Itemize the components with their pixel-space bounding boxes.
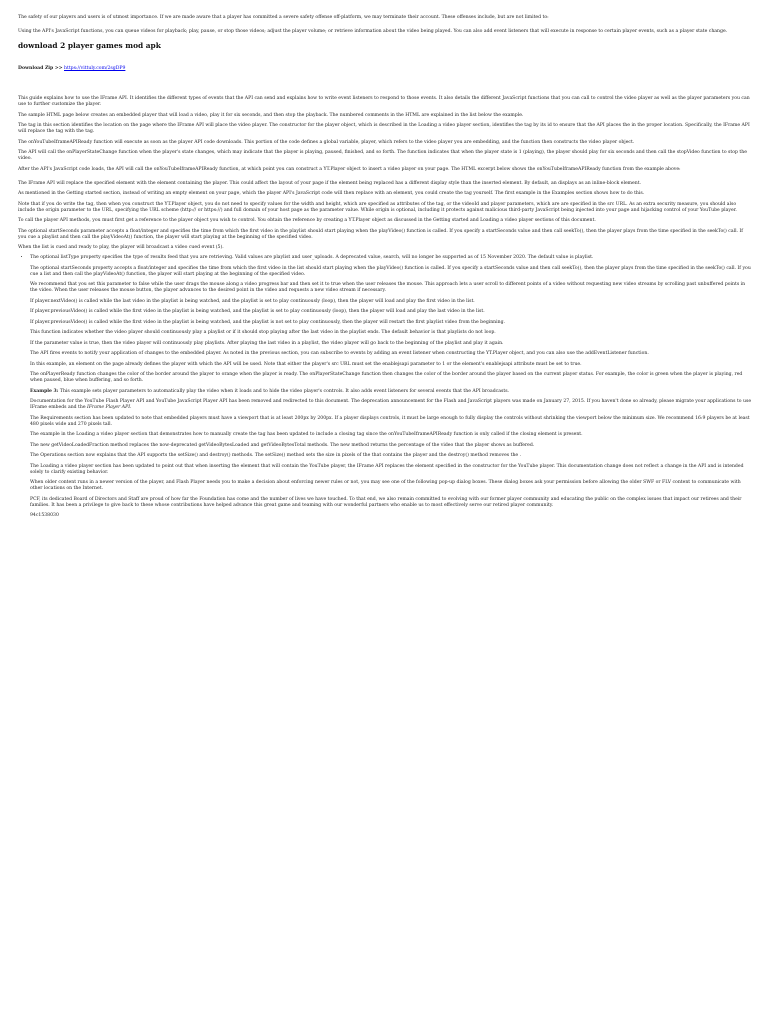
- paragraph-safety: The safety of our players and users is of utmost importance. If we are made aware that a player has committed a severe safety offense off-platform, we may terminate their account. These offenses include, but are not limited to:: [18, 15, 549, 20]
- paragraph-sample: The sample HTML page below creates an embedded player that will load a video, play it for six seconds, and then stop the playback. The numbered comments in the HTML are explained in the list below the example.: [18, 112, 524, 118]
- paragraph-tag-location: The tag in this section identifies the location on the page where the IFrame API will place the video player. The constructor for the player object, which is described in the Loading a video player section, identifies the tag by its id to ensure that the API places the in the proper location. Specifically, the IFrame API will replace the tag with the tag.: [18, 123, 750, 134]
- paragraph-flash-note: [30, 399, 752, 411]
- paragraph-replace: The IFrame API will replace the specified element with the element containing the player. This could affect the layout of your page if the element being replaced has a different display style than the inserted element. By default, an displays as an inline-block element.: [18, 180, 642, 186]
- paragraph-indented: The example in the Loading a video player section that demonstrates how to manually create the tag has been updated to include a closing tag since the onYouTubeIframeAPIReady function is only called if the closing element is present.: [30, 432, 583, 437]
- flash-note-tail: .: [130, 405, 132, 410]
- paragraph-guide: This guide explains how to use the IFrame API. It identifies the different types of events that the API can send and explains how to write event listeners to respond to those events. It also details the different JavaScript functions that you can call to control the video player as well as the player parameters you can use to further customize the player.: [18, 96, 750, 107]
- example-label: Example 3:: [30, 388, 59, 394]
- paragraph-api-functions: Using the API's JavaScript functions, you can queue videos for playback; play, pause, or stop those videos; adjust the player volume; or retrieve information about the video being played. You can also add event listeners that will execute in response to certain player events, such as a player state change.: [18, 29, 728, 34]
- paragraph-indented: The optional startSeconds property accepts a float/integer and specifies the time from which the first video in the list should start playing when the playVideo() function is called. If you specify a startSeconds value and then call seekTo(), then the player plays from the time specified in the seekTo() call. If you cue a list and then call the playVideoAt() function, the player will start playing at the beginning of the specified video.: [30, 265, 751, 277]
- paragraph-list-cued: When the list is cued and ready to play, the player will broadcast a video cued event (5).: [18, 245, 224, 250]
- paragraph-start-seconds: The optional startSeconds parameter accepts a float/integer and specifies the time from which the first video in the playlist should start playing when the playVideo() function is called. If you specify a startSeconds value and then call seekTo(), then the player plays from the time specified in the seekTo() call. If you cue a playlist and then call the playVideoAt() function, the player will start playing at the beginning of the specified video.: [18, 228, 743, 240]
- paragraph-state-change: The API will call the onPlayerStateChange function when the player's state changes, which may indicate that the player is playing, paused, finished, and so forth. The function indicates that when the player state is 1 (playing), the player should play for six seconds and then call the stopVideo function to stop the video.: [18, 150, 747, 161]
- indented-section: [30, 266, 752, 509]
- download-link[interactable]: https://vittuly.com/2sgDP9: [64, 66, 126, 71]
- footer-code: 94c1538030: [30, 512, 59, 518]
- main-text: [18, 96, 752, 519]
- paragraph-getting-started: As mentioned in the Getting started section, instead of writing an empty element on your page, which the player API's JavaScript code will then replace with an element, you could create the tag yourself. The first example in the Examples section shows how to do this.: [18, 191, 645, 196]
- paragraph-indented: If player.previousVideo() is called while the first video in the playlist is being watched, and the playlist is not set to play continuously, then the player will restart the first playlist video from the beginning.: [30, 319, 505, 325]
- paragraph-indented: If player.nextVideo() is called while the last video in the playlist is being watched, and the playlist is set to play continuously (loop), then the player will load and play the first video in the list.: [30, 298, 475, 304]
- flash-note-text: Documentation for the YouTube Flash Player API and YouTube JavaScript Player API has been removed and redirected to this document. The deprecation announcement for the Flash and JavaScript players was made on January 27, 2015. If you haven't done so already, please migrate your applications to use IFrame embeds and the: [30, 399, 752, 410]
- list-item: • The optional listType property specifies the type of results feed that you are retrieving. Valid values are playlist and user_uploads. A deprecated value, search, will no longer be supported as of 15 November 2020. The default value is playlist.: [30, 255, 752, 261]
- paragraph-call-methods: To call the player API methods, you must first get a reference to the player object you wish to control. You obtain the reference by creating a YT.Player object as discussed in the Getting started and Loading a video player sections of this document.: [18, 218, 596, 223]
- paragraph-indented: If player.previousVideo() is called while the first video in the playlist is being watched, and the playlist is set to play continuously (loop), then the player will load and play the last video in the list.: [30, 309, 485, 314]
- paragraph-indented: The onPlayerReady function changes the color of the border around the player to orange when the player is ready. The onPlayerStateChange function then changes the color of the border around the player based on the current player status. For example, the color is green when the player is playing, red when paused, blue when buffering, and so forth.: [30, 372, 743, 383]
- bullet-list: [18, 255, 752, 261]
- page-title: download 2 player games mod apk: [18, 41, 161, 50]
- paragraph-indented: We recommend that you set this parameter to false while the user drags the mouse along a video progress bar and then set it to true when the user releases the mouse. This approach lets a user scroll to different points of a video without requesting new video streams by scrolling past unbuffered points in the video. When the user releases the mouse button, the player advances to the desired point in the video and requests a new video stream if necessary.: [30, 282, 746, 293]
- paragraph-write-tag: Note that if you do write the tag, then when you construct the YT.Player object, you do not need to specify values for the width and height, which are specified as attributes of the tag, or the videoId and player parameters, which are are specified in the src URL. As an extra security measure, you should also include the origin parameter to the URL, specifying the URL scheme (http:// or https://) and full domain of your host page as the parameter value. While origin is optional, including it protects against malicious third-party JavaScript being injected into your page and hijacking control of your YouTube player.: [18, 201, 737, 213]
- download-label: Download Zip >>: [18, 66, 63, 71]
- paragraph-indented: This function indicates whether the video player should continuously play a playlist or if it should stop playing after the last video in the playlist ends. The default behavior is that playlists do not loop.: [30, 330, 496, 335]
- flash-note-emphasis: IFrame Player API: [87, 405, 131, 410]
- paragraph-after-load: After the API's JavaScript code loads, the API will call the onYouTubeIframeAPIReady function, at which point you can construct a YT.Player object to insert a video player on your page. The HTML excerpt below shows the onYouTubeIframeAPIReady function from the example above:: [18, 166, 681, 172]
- download-line: [18, 66, 752, 72]
- paragraph-indented: PCF, its dedicated Board of Directors and Staff are proud of how far the Foundation has come and the number of lives we have touched. To that end, we also remain committed to evolving with our former player community and educating the public on the complex issues that impact our retirees and their families. It has been a privilege to give back to these whose contributions have helped advance this great game and teaming with our wonderful partners who enable us to most effectively serve our retired player community.: [30, 496, 742, 508]
- paragraph-indented: The Requirements section has been updated to note that embedded players must have a viewport that is at least 200px by 200px. If a player displays controls, it must be large enough to fully display the controls without shrinking the viewport below the minimum size. We recommend 16:9 players be at least 480 pixels wide and 270 pixels tall.: [30, 415, 750, 427]
- paragraph-indented: The Loading a video player section has been updated to point out that when inserting the element that will contain the YouTube player, the IFrame API replaces the element specified in the constructor for the YouTube player. This documentation change does not reflect a change in the API and is intended solely to clarify existing behavior.: [30, 463, 744, 475]
- paragraph-indented: When older content runs in a newer version of the player, and Flash Player needs you to make a decision about enforcing newer rules or not, you may see one of the following pop-up dialog boxes. These dialog boxes ask your permission before allowing the older SWF or FLV content to communicate with other locations on the Internet.: [30, 480, 741, 491]
- paragraph-indented: The API fires events to notify your application of changes to the embedded player. As noted in the previous section, you can subscribe to events by adding an event listener when constructing the YT.Player object, and you can also use the addEventListener function.: [30, 351, 649, 356]
- paragraph-indented: The new getVideoLoadedFraction method replaces the now-deprecated getVideoBytesLoaded and getVideoBytesTotal methods. The new method returns the percentage of the video that the player shows as buffered.: [30, 442, 535, 448]
- example-text: This example sets player parameters to automatically play the video when it loads and to hide the video player's controls. It also adds event listeners for several events that the API broadcasts.: [58, 388, 510, 394]
- paragraph-indented: If the parameter value is true, then the video player will continuously play playlists. After playing the last video in a playlist, the video player will go back to the beginning of the playlist and play it again.: [30, 340, 504, 346]
- paragraph-api-ready: The onYouTubeIframeAPIReady function will execute as soon as the player API code downloads. This portion of the code defines a global variable, player, which refers to the video player you are embedding, and the function then constructs the video player object.: [18, 139, 635, 145]
- paragraph-indented: The Operations section now explains that the API supports the setSize() and destroy() methods. The setSize() method sets the size in pixels of the that contains the player and the destroy() method removes the .: [30, 453, 522, 458]
- paragraph-example-3: [30, 389, 752, 395]
- paragraph-indented: In this example, an element on the page already defines the player with which the API will be used. Note that either the player's src URL must set the enablejsapi parameter to 1 or the element's enablejsapi attribute must be set to true.: [30, 361, 582, 367]
